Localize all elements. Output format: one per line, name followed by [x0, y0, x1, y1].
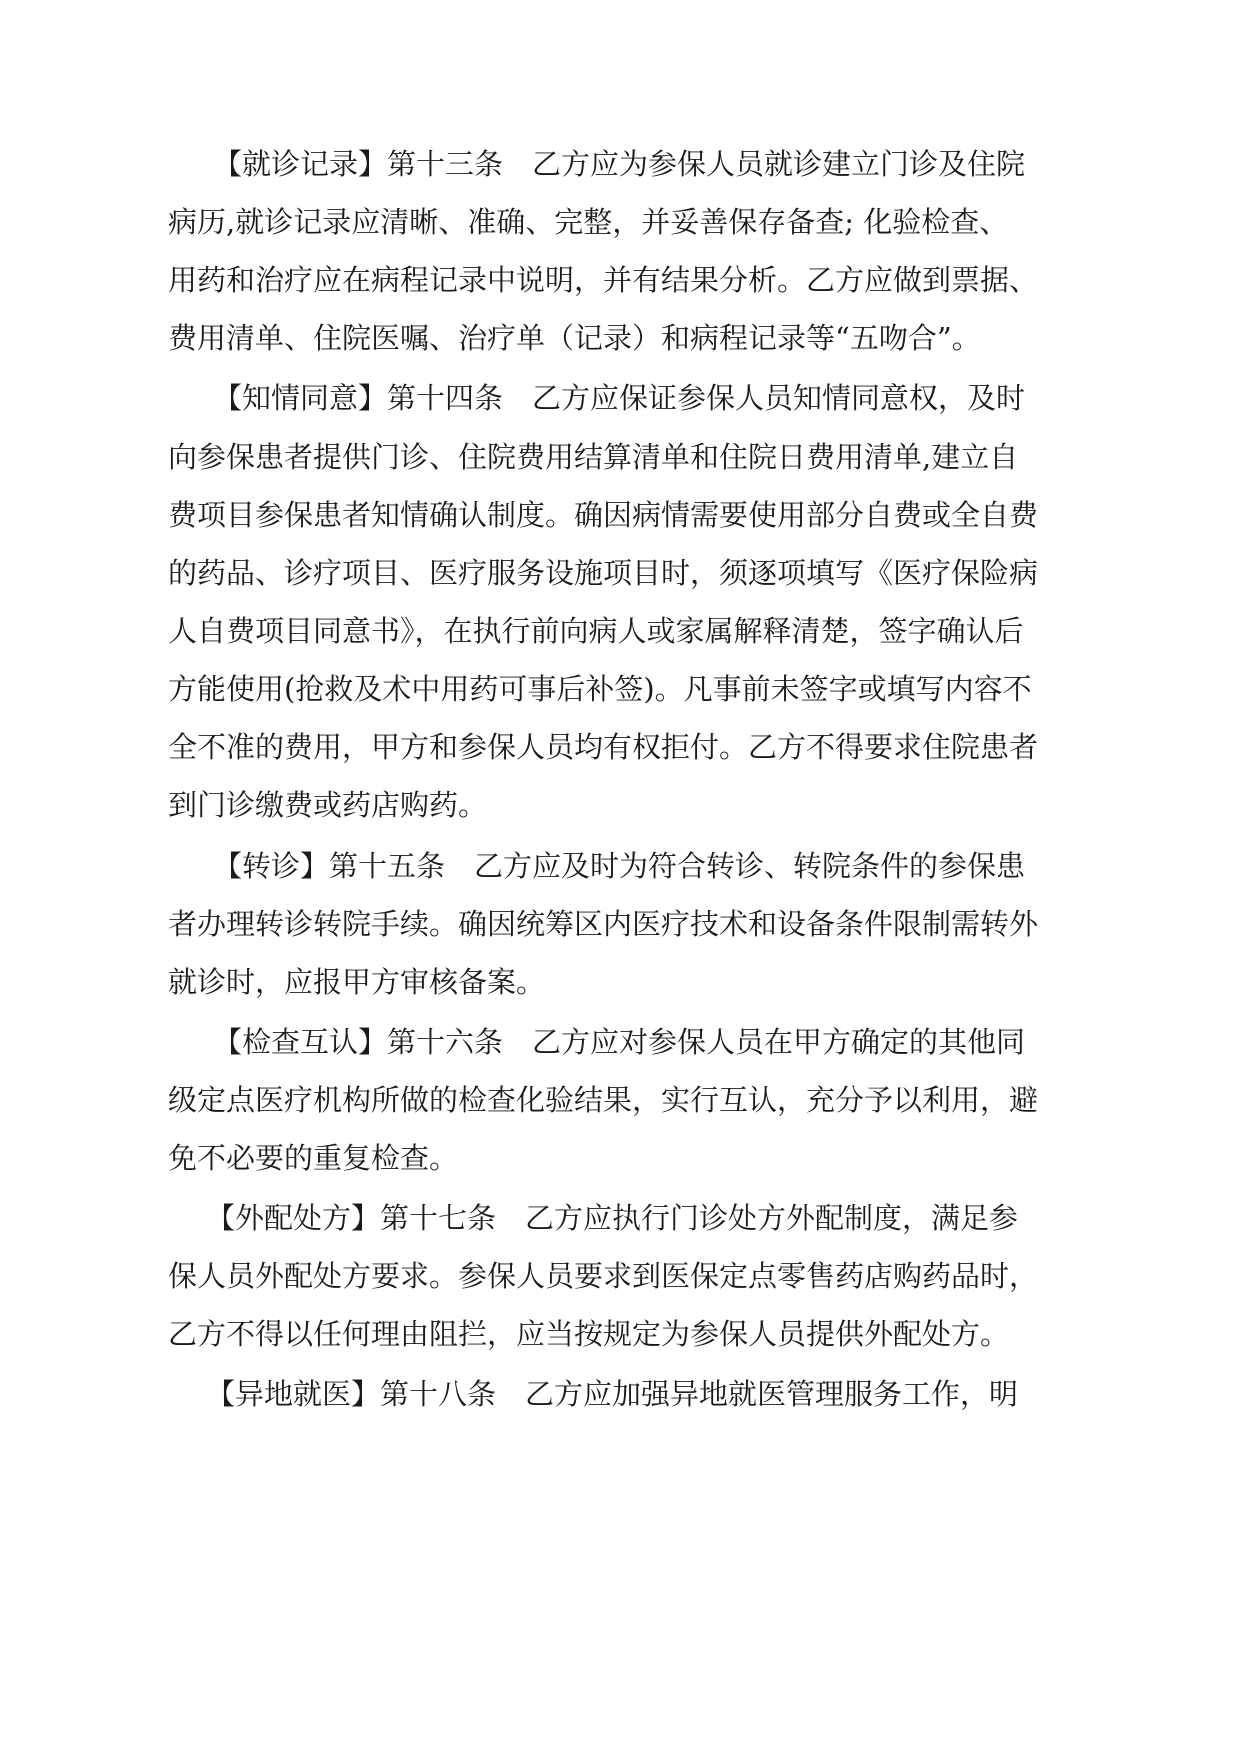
- paragraph-line: 者办理转诊转院手续。确因统筹区内医疗技术和设备条件限制需转外: [168, 907, 1039, 941]
- article-17-number: 第十七条: [380, 1201, 497, 1235]
- article-18-first-line: [206, 1364, 1019, 1424]
- article-14-number: 第十四条: [387, 381, 504, 415]
- article-13-heading: 【就诊记录】: [213, 147, 388, 181]
- paragraph-line: 用药和治疗应在病程记录中说明，并有结果分析。乙方应做到票据、: [168, 263, 1039, 297]
- paragraph-line: 费项目参保患者知情确认制度。确因病情需要使用部分自费或全自费: [168, 498, 1039, 532]
- article-17-heading: 【外配处方】: [206, 1201, 381, 1235]
- article-13-first-line: [213, 134, 1026, 194]
- paragraph-line: 级定点医疗机构所做的检查化验结果，实行互认，充分予以利用，避: [168, 1083, 1039, 1117]
- article-16-number: 第十六条: [387, 1025, 504, 1059]
- paragraph-line: 免不必要的重复检查。: [168, 1141, 459, 1175]
- article-18-text: 乙方应加强异地就医管理服务工作，明: [525, 1377, 1019, 1411]
- paragraph-line: 到门诊缴费或药店购药。: [168, 788, 488, 822]
- article-14-heading: 【知情同意】: [213, 381, 388, 415]
- paragraph-line: 乙方不得以任何理由阻拦，应当按规定为参保人员提供外配处方。: [168, 1317, 1010, 1351]
- article-16-text: 乙方应对参保人员在甲方确定的其他同: [532, 1025, 1026, 1059]
- paragraph-line: 人自费项目同意书》，在执行前向病人或家属解释清楚，签字确认后: [168, 614, 1024, 648]
- paragraph-line: 病历,就诊记录应清晰、准确、完整，并妥善保存备查; 化验检查、: [168, 205, 1009, 239]
- article-17-text: 乙方应执行门诊处方外配制度，满足参: [525, 1201, 1019, 1235]
- paragraph-line: 费用清单、住院医嘱、治疗单（记录）和病程记录等“五吻合”。: [168, 321, 981, 355]
- paragraph-line: 就诊时，应报甲方审核备案。: [168, 965, 546, 999]
- paragraph-line: 的药品、诊疗项目、医疗服务设施项目时，须逐项填写《医疗保险病: [168, 556, 1039, 590]
- article-15-text: 乙方应及时为符合转诊、转院条件的参保患: [474, 849, 1026, 883]
- paragraph-line: 向参保患者提供门诊、住院费用结算清单和住院日费用清单,建立自: [168, 440, 1019, 474]
- paragraph-line: 保人员外配处方要求。参保人员要求到医保定点零售药店购药品时，: [168, 1259, 1039, 1293]
- article-13-text: 乙方应为参保人员就诊建立门诊及住院: [532, 147, 1026, 181]
- paragraph-line: 方能使用(抢救及术中用药可事后补签)。凡事前未签字或填写内容不: [168, 672, 1032, 706]
- article-16-first-line: [213, 1012, 1026, 1072]
- article-18-number: 第十八条: [380, 1377, 497, 1411]
- article-15-number: 第十五条: [329, 849, 446, 883]
- paragraph-line: 全不准的费用，甲方和参保人员均有权拒付。乙方不得要求住院患者: [168, 730, 1039, 764]
- article-16-heading: 【检查互认】: [213, 1025, 388, 1059]
- article-15-heading: 【转诊】: [213, 849, 330, 883]
- article-14-first-line: [213, 368, 1026, 428]
- article-18-heading: 【异地就医】: [206, 1377, 381, 1411]
- article-13-number: 第十三条: [387, 147, 504, 181]
- article-14-text: 乙方应保证参保人员知情同意权，及时: [532, 381, 1026, 415]
- article-15-first-line: [213, 836, 1026, 896]
- article-17-first-line: [206, 1188, 1019, 1248]
